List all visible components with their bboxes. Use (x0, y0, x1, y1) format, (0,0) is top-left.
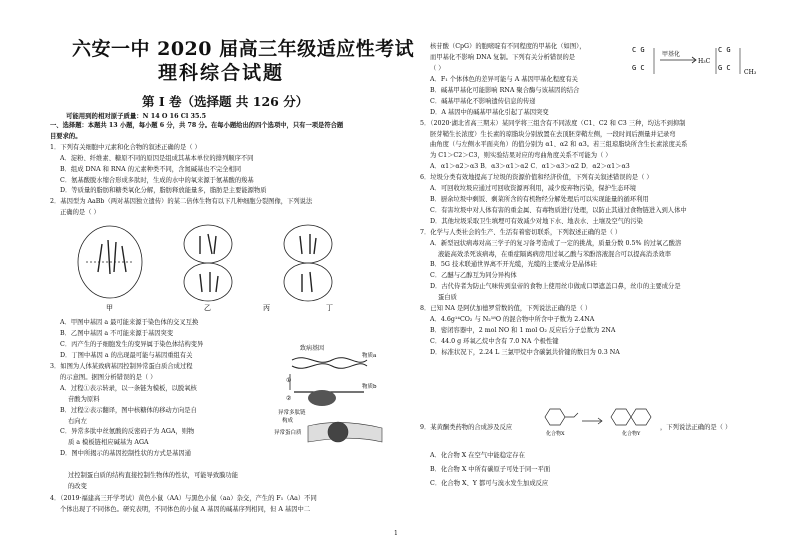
cell-label: 甲 (106, 304, 113, 312)
question-8: 8．已知 NA 是阿伏加德罗常数的值，下列说法正确的是（ ） (420, 305, 592, 313)
svg-text:G C: G C (718, 64, 731, 72)
q6-option-b: B．厨余垃圾中剩饭、剩菜所含的有机物经分解处理后可以实现能量的循环利用 (430, 195, 649, 203)
material-a-label: 物质a (362, 353, 377, 359)
exam-subtitle: 理科综合试题 (158, 62, 285, 84)
q6-option-a: A．可回收垃圾应通过可回收资源再利用，减少废弃物污染，保护生态环境 (430, 185, 637, 193)
svg-text:C G: C G (632, 46, 645, 54)
q2-option-c: C．丙产生的子细胞发生的变异属于染色体结构变异 (60, 340, 204, 348)
q4-continued-line: 核苷酸（CpG）的胞嘧啶有不同程度的甲基化（如图）， (430, 43, 586, 50)
left-column (50, 121, 386, 219)
material-b-label: 物质b (362, 384, 377, 390)
question-7: 7．化学与人类社会的生产、生活有着密切联系，下列叙述正确的是（ ） (420, 228, 622, 236)
question-1: 1．下列有关细胞中元素和化合物的叙述正确的是（ ） (50, 143, 201, 151)
methylation-figure (632, 40, 772, 76)
q2-option-d: D．丁图中基因 a 的出现最可能与基因重组有关 (60, 351, 193, 359)
cell-label: 乙 (204, 304, 211, 312)
cell-label: 丁 (326, 304, 333, 312)
step-label: ② (286, 395, 292, 402)
reaction-figure (538, 403, 658, 439)
q7-option-c: C．乙醚与乙醇互为同分异构体 (430, 272, 517, 280)
q3-option-d-cont: 过控制蛋白质的结构直接控制生物体的性状，可能导致膜功能 (68, 472, 239, 479)
q3-option-b: B．过程②表示翻译，图中核糖体的移动方向是自 (60, 406, 197, 414)
membrane-shape (308, 422, 382, 442)
q7-option-d-cont: 蛋白质 (438, 294, 457, 302)
methyl-group-label: H₃C (698, 58, 711, 65)
q1-option-a: A．淀粉、纤维素、糖原不同的原因是组成其基本单位的排列顺序不同 (60, 154, 254, 162)
methyl-end-label: CH₃ (744, 69, 757, 76)
question-6: 6．垃圾分类有效地提高了垃圾的资源价值和经济价值，下列有关叙述错误的是（ ） (420, 174, 653, 182)
question-5-cont: 为 C1＞C2＞C3，则实验结果对应的弯曲角度关系不可能为（ ） (430, 152, 612, 160)
polypeptide-label: 异常多肽链 (278, 410, 306, 416)
svg-text:G C: G C (632, 64, 645, 72)
q7-option-a-cont: 液能高效杀死该病毒，在重症隔离病房用过氧乙酸与苯酚溶液混合可以提高消杀效率 (438, 250, 671, 258)
q8-option-a: A．4.6g¹⁴CO₂ 与 N₂¹⁸O 的混合物中所含中子数为 2.4NA (430, 315, 595, 323)
question-9-cont: ，下列说法正确的是（ ） (660, 424, 732, 431)
question-5: 5．（2020·湖北省高三期末）某同学将三组含有不同浓度（C1、C2 和 C3 三种，均达不到抑制 (420, 119, 686, 127)
q7-option-d: D．古代侍者为防止气味传到皇帝的食物上使用丝巾做成口罩遮盖口鼻，丝巾的主要成分是 (430, 283, 681, 291)
question-3-cont: 的示意图。据图分析错误的是（ ） (60, 373, 157, 381)
q1-option-b: B．组成 DNA 和 RNA 的元素种类不同，含氮碱基也不完全相同 (60, 165, 242, 173)
q4-option-b: B．碱基甲基化可能影响 RNA 聚合酶与该基因的结合 (430, 86, 580, 94)
cell-division-figure (58, 222, 388, 314)
question-2-cont: 正确的是（ ） (60, 209, 100, 217)
exam-title: 六安一中 2020 届高三年级适应性考试 (72, 38, 415, 60)
question-9-tail (660, 423, 731, 434)
q3-option-b-cont: 右向左 (68, 417, 87, 425)
q4-option-d: D．A 基因中的碱基甲基化引起了基因突变 (430, 108, 549, 116)
methylation-arrow-label: 甲基化 (662, 51, 681, 58)
q2-option-b: B．乙图中基因 a 不可能来源于基因突变 (60, 329, 174, 337)
q8-option-d: D．标准状况下，2.24 L 三氯甲烷中含碳氯共价键的数目为 0.3 NA (430, 348, 620, 356)
step-label: ① (286, 377, 292, 384)
q9-options (420, 449, 780, 491)
q3-option-d-cont: 的改变 (68, 482, 87, 490)
q4-continued-line: （ ） (430, 64, 445, 72)
q4-option-c: C．碱基甲基化不影响遗传信息的传递 (430, 97, 536, 105)
compound-y-label: 化合物Y (622, 431, 641, 437)
q4-continued (430, 42, 640, 75)
q4-option-a: A．F₁ 个体体色的差异可能与 A 基因甲基化程度有关 (430, 76, 578, 83)
abnormal-protein-label: 异常蛋白质 (274, 430, 302, 436)
q6-option-d: D．其他垃圾采取卫生填埋可有效减少对地下水、地表水、土壤及空气的污染 (430, 217, 643, 225)
q9-option-c: C．化合物 X、Y 都可与溴水发生加成反应 (430, 480, 549, 487)
q9-option-a: A．化合物 X 在空气中能稳定存在 (430, 452, 525, 459)
question-4: 4．（2019·福建高三开学考试）黄色小鼠（AA）与黑色小鼠（aa）杂交，产生的 F₁（Aa）不同 (50, 495, 317, 502)
ribosome-shape (308, 390, 336, 406)
q3-option-c-cont: 质 a 模板链相应碱基为 AGA (68, 439, 149, 447)
q5-options: A．α1＞α2＞α3 B．α3＞α1＞α2 C．α1＞α3＞α2 D．α2＞α1＞α3 (430, 163, 630, 171)
q3-option-a: A．过程①表示转录，以一条链为模板，以脱氧核 (60, 384, 197, 392)
gene-label: 致病基因 (300, 345, 325, 352)
cell-label: 丙 (263, 304, 270, 312)
question-9: 9．某黄酮类药物的合成涉及反应 (420, 424, 513, 431)
instructions-line: 一、选择题：本题共 13 小题，每小题 6 分，共 78 分。在每小题给出的四个选项中，只有一项是符合题 (50, 122, 344, 129)
atomic-masses: 可能用到的相对原子质量：N 14 O 16 Cl 35.5 (66, 112, 207, 120)
q3-option-a-cont: 苷酸为原料 (68, 395, 100, 403)
q4-continued-line: 而甲基化不影响 DNA 复制。下列有关分析错误的是 (430, 53, 576, 61)
gene-expression-figure (272, 342, 387, 454)
q8-option-b: B．密闭容器中，2 mol NO 和 1 mol O₂ 反应后分子总数为 2NA (430, 326, 616, 334)
q7-option-b: B．5G 技术联通世界离不开光缆，光缆的主要成分是晶体硅 (430, 261, 597, 269)
q3-option-d: D．图中所揭示的基因控制性状的方式是基因通 (60, 450, 191, 458)
q4-block (50, 494, 386, 516)
question-9-lead (420, 423, 512, 434)
question-3: 3．如图为人体某致病基因控制异常蛋白质合成过程 (50, 363, 193, 370)
q6-option-c: C．有害垃圾中对人体有害的重金属、有毒物质进行处理，以防止其通过食物链进入到人体中 (430, 206, 687, 214)
q3-option-c: C．异常多肽中丝氨酸的反密码子为 AGA，则物 (60, 428, 195, 436)
instructions-line: 目要求的。 (50, 132, 82, 140)
question-5-cont: 曲角度（与左侧水平面夹角）的值分别为 α1、α2 和 α3。若三组琼脂块所含生长素浓度关系 (430, 141, 688, 149)
svg-text:C G: C G (718, 46, 731, 54)
q2-option-a: A．甲图中基因 a 最可能来源于染色体的交叉互换 (60, 319, 199, 326)
question-4-cont: 个体出现了不同体色。研究表明，不同体色的小鼠 A 基因的碱基序列相同，但 A 基因中二 (60, 505, 311, 513)
right-column (420, 75, 780, 359)
q1-option-d: D．等质量的脂肪和糖类氧化分解，脂肪释放能量多，脂肪是主要能源物质 (60, 187, 267, 195)
q1-option-c: C．氨基酸脱水缩合形成多肽时，生成的水中的氧来源于氨基酸的羧基 (60, 176, 254, 184)
constitute-label: 构成 (282, 418, 294, 424)
q8-option-c: C．44.0 g 环氧乙烷中含有 7.0 NA 个极性键 (430, 337, 559, 345)
q7-option-a: A．新型冠状病毒对高三学子的复习备考造成了一定的挑战，质量分数 0.5% 的过氧乙酸溶 (430, 239, 682, 247)
q3-block (50, 362, 270, 460)
page-number: 1 (394, 530, 398, 537)
section-heading: 第 I 卷（选择题 共 126 分） (142, 94, 309, 109)
q9-option-b: B．化合物 X 中所有碳原子可处于同一平面 (430, 466, 551, 473)
compound-x-label: 化合物X (546, 431, 565, 437)
question-5-cont: 胚芽鞘生长浓度）生长素的琼脂块分别放置在去顶胚芽鞘左侧，一段时间后测量并记录弯 (430, 130, 676, 138)
question-2: 2．基因型为 AaBb（两对基因独立遗传）的某二倍体生物有以下几种细胞分裂图像，下列说法 (50, 198, 313, 206)
q3-option-d-tail (68, 471, 388, 493)
